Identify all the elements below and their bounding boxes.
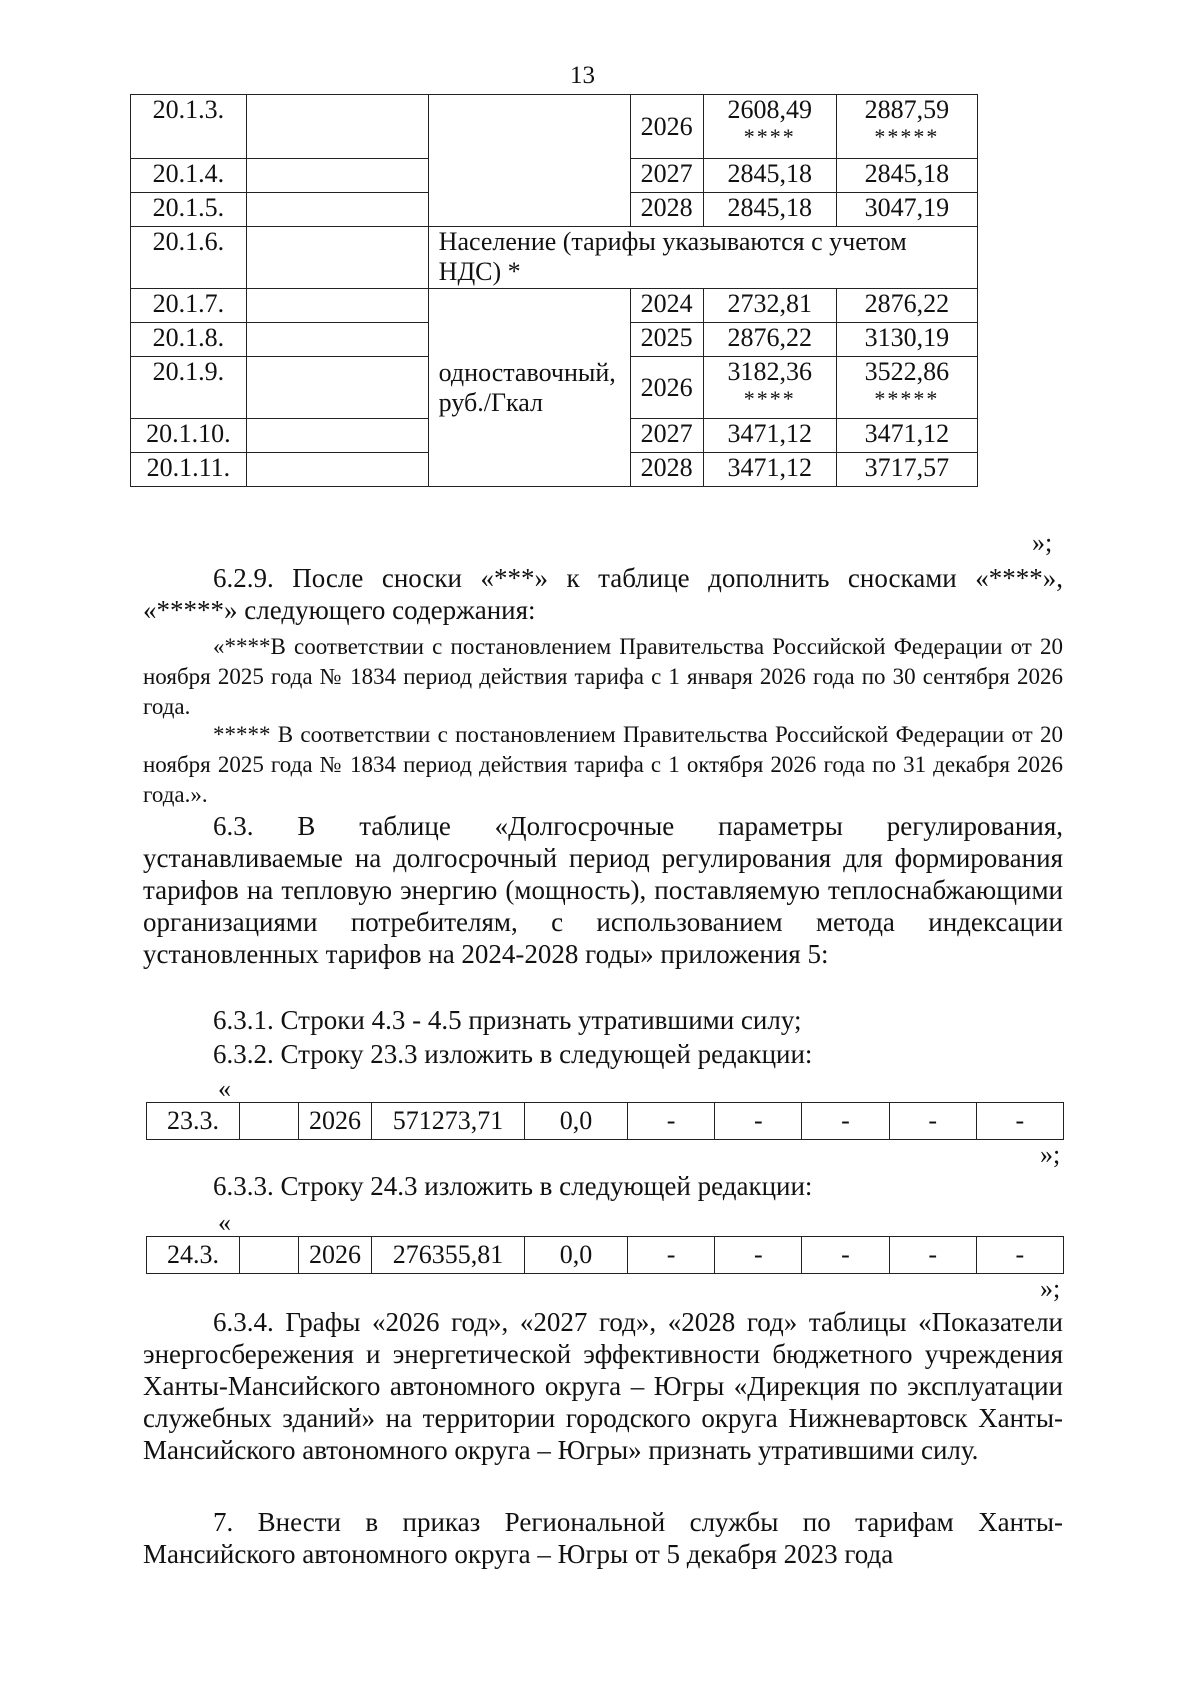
footnote-mark: ***** [874,124,940,149]
value-cell: - [715,1103,802,1140]
value-cell: - [976,1237,1063,1274]
value-cell: 2876,22 [836,289,977,323]
paragraph-7: 7. Внести в приказ Региональной службы по тарифам Ханты-Мансийского автономного округа – Югры от 5 декабря 2023 года [143,1507,1063,1569]
empty-cell [246,419,428,453]
row-number: 23.3. [147,1103,240,1140]
value-cell [836,95,977,159]
empty-cell [246,289,428,323]
paragraph-6-3: 6.3. В таблице «Долгосрочные параметры регулирования, устанавливаемые на долгосрочный период регулирования для формирования тарифов на тепловую энергию (мощность), поставляемую теплоснабжающими организациями потребителям, с использованием метода индексации установленных тарифов на 2024-2028 годы» приложения 5: [143,811,1063,969]
empty-cell [246,95,428,159]
year-cell: 2028 [630,193,703,227]
row-number: 20.1.3. [131,95,247,159]
tariff-table [130,94,978,487]
table-row [147,1237,1064,1274]
row-number: 24.3. [147,1237,240,1274]
value-cell: 2876,22 [703,323,836,357]
empty-cell [246,193,428,227]
paragraph-6-3-4: 6.3.4. Графы «2026 год», «2027 год», «2028 год» таблицы «Показатели энергосбережения и энергетической эффективности бюджетного учреждения Ханты-Мансийского автономного округа – Югры «Дирекция по эксплуатации служебных зданий» на территории городского округа Нижневартовск Ханты-Мансийского автономного округа – Югры» признать утратившими силу. [143,1307,1063,1465]
rate-label-cell: одноставочный, руб./Гкал [428,289,630,487]
value-cell [703,357,836,419]
paragraph-6-2-9: 6.2.9. После сноски «***» к таблице дополнить сносками «****», «*****» следующего содержания: [143,563,1063,625]
value-cell: 571273,71 [372,1103,525,1140]
value-cell: - [715,1237,802,1274]
year-cell: 2024 [630,289,703,323]
year-cell: 2028 [630,453,703,487]
closing-quote: »; [1040,1140,1061,1169]
value-cell: 2732,81 [703,289,836,323]
empty-cell [246,159,428,193]
value-cell: - [628,1103,715,1140]
category-cell: Население (тарифы указываются с учетом НДС) * [428,227,977,289]
value: 3182,36 [727,357,812,386]
table-row [147,1103,1064,1140]
footnote-mark: ***** [874,386,940,411]
row-number: 20.1.4. [131,159,247,193]
value-cell: 3471,12 [703,453,836,487]
year-cell: 2025 [630,323,703,357]
value-cell: 2845,18 [703,159,836,193]
paragraph-6-3-2: 6.3.2. Строку 23.3 изложить в следующей редакции: [213,1039,813,1069]
opening-quote: « [218,1074,231,1103]
row-23-3-table [146,1102,1064,1140]
value-cell: - [802,1103,889,1140]
table-row [131,95,978,159]
value-cell: 3471,12 [836,419,977,453]
year-cell: 2026 [630,95,703,159]
row-number: 20.1.10. [131,419,247,453]
value-cell: 276355,81 [372,1237,525,1274]
empty-cell [246,453,428,487]
row-number: 20.1.6. [131,227,247,289]
value: 2887,59 [864,95,950,124]
row-24-3-table [146,1236,1064,1274]
value: 3522,86 [864,357,950,386]
value-cell: 3471,12 [703,419,836,453]
closing-quote: »; [1032,528,1053,557]
value-cell: - [628,1237,715,1274]
year-cell: 2026 [630,357,703,419]
row-number: 20.1.7. [131,289,247,323]
year-cell: 2026 [299,1103,372,1140]
empty-cell [246,323,428,357]
footnote-5-text: ***** В соответствии с постановлением Правительства Российской Федерации от 20 ноября 2025 года № 1834 период действия тарифа с 1 октября 2026 года по 31 декабря 2026 года.». [143,722,1063,807]
row-number: 20.1.8. [131,323,247,357]
footnote-mark: **** [743,386,796,411]
value: 2608,49 [727,95,812,124]
year-cell: 2027 [630,419,703,453]
page-number: 13 [570,62,595,89]
value-cell [836,357,977,419]
empty-cell [240,1237,299,1274]
empty-cell [246,227,428,289]
row-number: 20.1.11. [131,453,247,487]
table-row [131,289,978,323]
empty-cell [240,1103,299,1140]
value-cell: - [976,1103,1063,1140]
value-cell: 3717,57 [836,453,977,487]
paragraph-6-3-1: 6.3.1. Строки 4.3 - 4.5 признать утратившими силу; [213,1005,802,1035]
empty-cell [428,95,630,227]
footnote-4-text: «****В соответствии с постановлением Правительства Российской Федерации от 20 ноября 2025 года № 1834 период действия тарифа с 1 января 2026 года по 30 сентября 2026 года. [143,634,1063,719]
year-cell: 2026 [299,1237,372,1274]
empty-cell [246,357,428,419]
row-number: 20.1.9. [131,357,247,419]
value-cell [703,95,836,159]
value-cell: 0,0 [525,1103,628,1140]
value-cell: - [802,1237,889,1274]
opening-quote: « [218,1208,231,1237]
footnote-mark: **** [743,124,796,149]
row-number: 20.1.5. [131,193,247,227]
value-cell: 3047,19 [836,193,977,227]
table-row [131,227,978,289]
value-cell: 2845,18 [703,193,836,227]
value-cell: - [889,1237,976,1274]
value-cell: 0,0 [525,1237,628,1274]
closing-quote: »; [1040,1274,1061,1303]
value-cell: 3130,19 [836,323,977,357]
year-cell: 2027 [630,159,703,193]
value-cell: 2845,18 [836,159,977,193]
value-cell: - [889,1103,976,1140]
paragraph-6-3-3: 6.3.3. Строку 24.3 изложить в следующей редакции: [213,1171,813,1201]
